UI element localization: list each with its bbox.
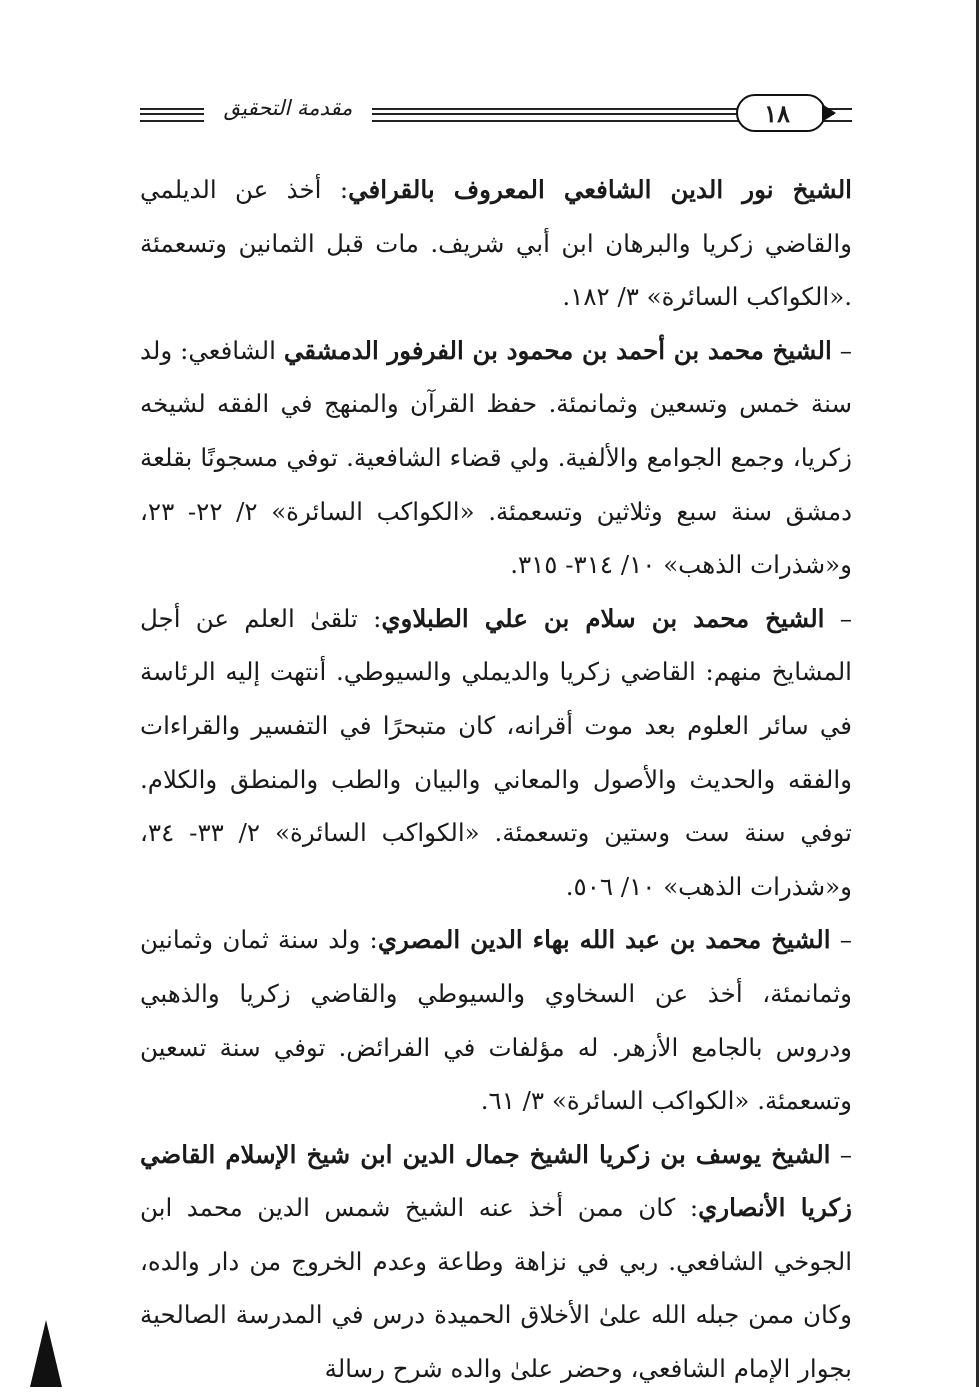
entry-text: : تلقىٰ العلم عن أجل المشايخ منهم: القاضي زكريا والديملي والسيوطي. أنتهت إليه الرئاسة في سائر العلوم بعد موت أقرانه، كان متبحرًا في التفسير والقراءات والفقه والحديث والأصول والمعاني والبيان والطب والمنطق والكلام. توفي سنة ست وستين وتسعمئة. «الكواكب السائرة» ٢/ ٣٣- ٣٤، و«شذرات الذهب» ١٠/ ٥٠٦. <box>140 603 852 901</box>
entry-text: : ولد سنة ثمان وثمانين وثمانمئة، أخذ عن السخاوي والسيوطي والقاضي زكريا والذهبي ودروس بالجامع الأزهر. له مؤلفات في الفرائض. توفي سنة تسعين وتسعمئة. «الكواكب السائرة» ٣/ ٦١. <box>140 925 852 1116</box>
paragraph <box>140 163 852 324</box>
entry-dash: – <box>831 335 853 365</box>
entry-dash: – <box>830 925 853 955</box>
entry-name: الشيخ نور الدين الشافعي المعروف بالقرافي <box>348 175 852 204</box>
entry-text: : أخذ عن الديلمي والقاضي زكريا والبرهان ابن أبي شريف. مات قبل الثمانين وتسعمئة .«الكواكب السائرة» ٣/ ١٨٢. <box>140 175 852 312</box>
page-header <box>140 92 852 142</box>
entry-text: الشافعي: ولد سنة خمس وتسعين وثمانمئة. حفظ القرآن والمنهج في الفقه لشيخه زكريا، وجمع الجوامع والألفية. ولي قضاء الشافعية. توفي مسجونًا بقلعة دمشق سنة سبع وثلاثين وتسعمئة. «الكواكب السائرة» ٢/ ٢٢- ٢٣، و«شذرات الذهب» ١٠/ ٣١٤- ٣١٥. <box>140 335 852 580</box>
paragraph <box>140 913 852 1127</box>
header-rule-left <box>140 108 204 122</box>
entry-text: : كان ممن أخذ عنه الشيخ شمس الدين محمد ابن الجوخي الشافعي. ربي في نزاهة وطاعة وعدم الخروج من دار والده، وكان ممن جبله الله علىٰ الأخلاق الحميدة درس في المدرسة الصالحية بجوار الإمام الشافعي، وحضر علىٰ والده شرح رسالة <box>140 1193 852 1384</box>
paragraph <box>140 592 852 914</box>
entry-name: الشيخ محمد بن سلام بن علي الطبلاوي <box>381 603 825 633</box>
header-title: مقدمة التحقيق <box>223 96 353 120</box>
corner-triangle-mark <box>30 1320 62 1387</box>
entry-dash: – <box>830 1139 852 1169</box>
paragraph <box>140 1128 852 1396</box>
entry-dash: – <box>824 603 852 633</box>
page-number: ١٨ <box>764 99 790 128</box>
paragraph <box>140 324 852 592</box>
page-content <box>140 163 852 1396</box>
page-number-badge <box>736 94 826 132</box>
entry-name: الشيخ محمد بن عبد الله بهاء الدين المصري <box>377 925 831 955</box>
entry-name: الشيخ محمد بن أحمد بن محمود بن الفرفور الدمشقي <box>283 335 832 365</box>
entry-name: الشيخ يوسف بن زكريا الشيخ جمال الدين ابن شيخ الإسلام القاضي زكريا الأنصاري <box>140 1139 852 1223</box>
